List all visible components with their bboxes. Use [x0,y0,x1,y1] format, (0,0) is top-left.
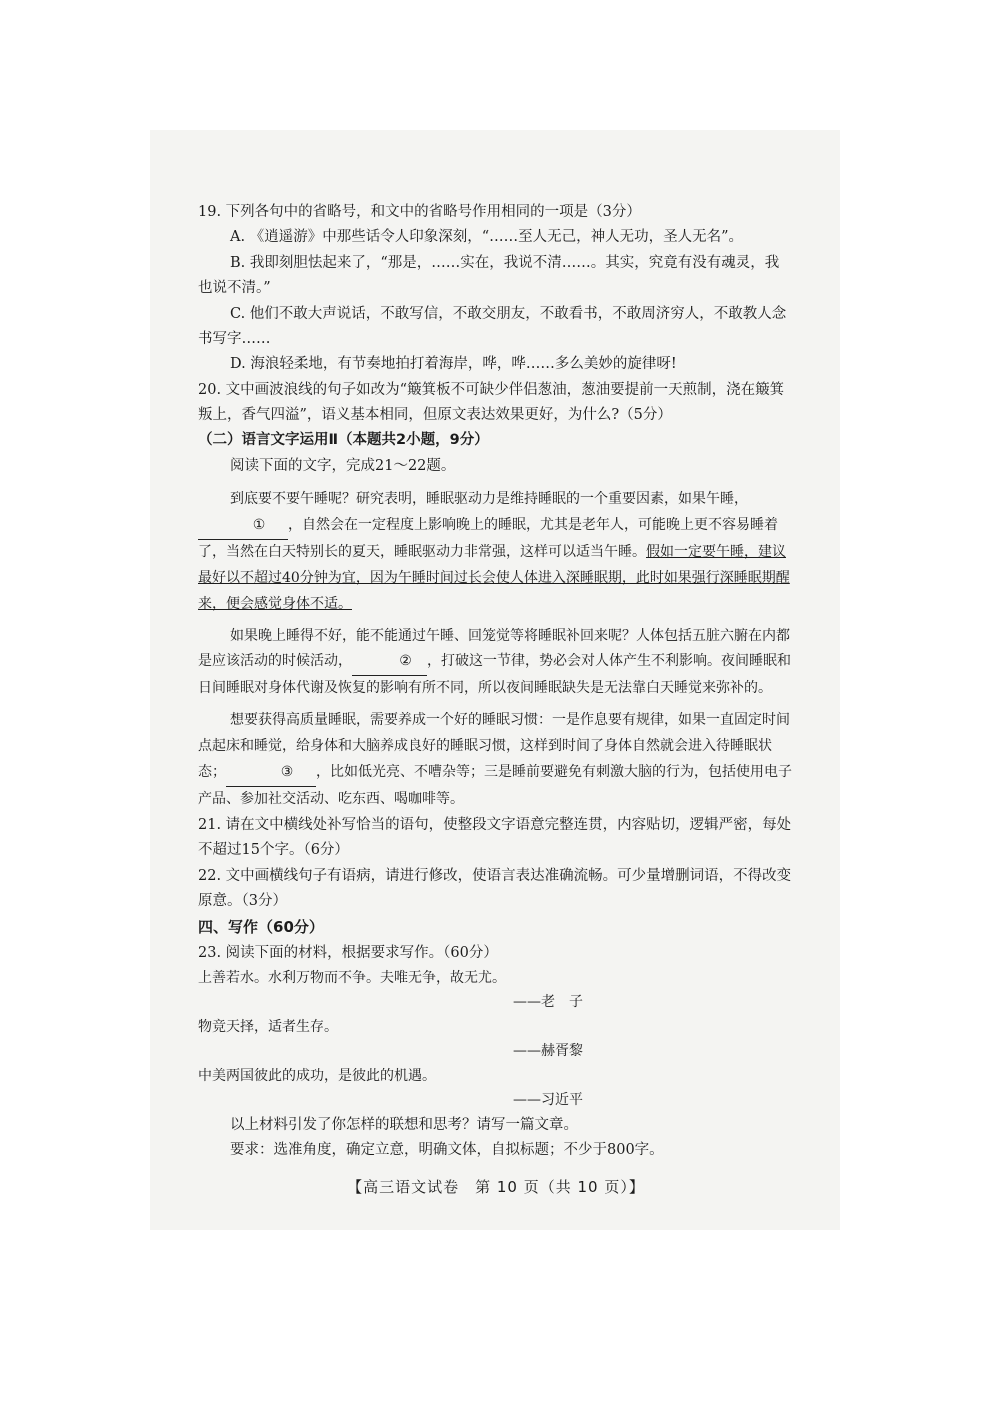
blank-1: ① [198,513,288,540]
material-attribution-1: ——老 子 [513,994,583,1011]
section-2-instruction: 阅读下面的文字，完成21～22题。 [230,457,456,474]
writing-prompt: 以上材料引发了你怎样的联想和思考？请写一篇文章。 [230,1116,578,1133]
material-quote-1: 上善若水。水利万物而不争。夫唯无争，故无尤。 [198,969,506,986]
question-22-stem: 22. 文中画横线句子有语病，请进行修改，使语言表达准确流畅。可少量增删词语，不得改变原意。（3分） [198,867,792,909]
writing-requirements: 要求：选准角度，确定立意，明确文体，自拟标题；不少于800字。 [230,1142,664,1159]
material-attribution-2: ——赫胥黎 [513,1043,583,1060]
passage-paragraph-3 [198,708,793,813]
passage-paragraph-1 [198,487,793,617]
question-20-stem: 20. 文中画波浪线的句子如改为“簸箕板不可缺少伴侣葱油，葱油要提前一天煎制，浇在簸箕叛上，香气四溢”，语义基本相同，但原文表达效果更好，为什么?（5分） [198,381,785,423]
exam-content [198,200,793,1164]
passage-p3-text-a: 想要获得高质量睡眠，需要养成一个好的睡眠习惯：一是作息要有规律，如果一直固定时间点起床和睡觉，给身体和大脑养成良好的睡眠习惯，这样到时间了身体自然就会进入待睡眠状态； [198,712,790,781]
question-21-stem: 21. 请在文中横线处补写恰当的语句，使整段文字语意完整连贯，内容贴切，逻辑严密，每处不超过15个字。（6分） [198,816,792,859]
section-4-title: 四、写作（60分） [198,918,324,937]
question-19-option-b: B. 我即刻胆怯起来了，“那是，……实在，我说不清……。其实，究竟有没有魂灵，我也说不清。” [198,254,780,297]
section-2-title: （二）语言文字运用Ⅱ（本题共2小题，9分） [198,432,489,449]
reading-passage [198,487,793,813]
passage-paragraph-2 [198,624,793,703]
question-19-option-a: A. 《逍遥游》中那些话令人印象深刻，“……至人无己，神人无功，圣人无名”。 [230,229,744,246]
passage-p3-text-b: ，比如低光亮、不嘈杂等；三是睡前要避免有刺激大脑的行为，包括使用电子产品、参加社交活动、吃东西、喝咖啡等。 [198,764,792,807]
question-19-option-c: C. 他们不敢大声说话，不敢写信，不敢交朋友，不敢看书，不敢周济穷人，不敢教人念书写字…… [198,305,787,347]
material-quote-2: 物竞天择，适者生存。 [198,1018,338,1035]
passage-p1-text-b: ，自然会在一定程度上影响晚上的睡眠，尤其是老年人，可能晚上更不容易睡着了，当然在白天特别长的夏天，睡眠驱动力非常强，这样可以适当午睡。 [198,517,778,560]
passage-underlined-sentence: 假如一定要午睡，建议最好以不超过40分钟为宜，因为午睡时间过长会使人体进入深睡眠期，此时如果强行深睡眠期醒来，便会感觉身体不适。 [198,543,790,612]
material-attribution-3: ——习近平 [513,1092,583,1109]
blank-2: ② [352,649,427,676]
question-23-stem: 23. 阅读下面的材料，根据要求写作。（60分） [198,944,498,961]
passage-p2-text-b: ，打破这一节律，势必会对人体产生不利影响。夜间睡眠和日间睡眠对身体代谢及恢复的影响有所不同，所以夜间睡眠缺失是无法靠白天睡觉来弥补的。 [198,653,791,697]
passage-p2-text-a: 如果晚上睡得不好，能不能通过午睡、回笼觉等将睡眠补回来呢？人体包括五脏六腑在内都是应该活动的时候活动， [198,627,790,670]
page-footer: 【高三语文试卷 第 10 页（共 10 页）】 [347,1178,645,1196]
passage-p1-text-a: 到底要不要午睡呢？研究表明，睡眠驱动力是维持睡眠的一个重要因素，如果午睡， [230,491,748,508]
blank-3: ③ [226,760,316,787]
material-quote-3: 中美两国彼此的成功，是彼此的机遇。 [198,1067,436,1084]
question-19-stem: 19. 下列各句中的省略号，和文中的省略号作用相同的一项是（3分） [198,204,641,220]
question-19-option-d: D. 海浪轻柔地，有节奏地拍打着海岸，哗，哗……多么美妙的旋律呀! [230,356,677,373]
